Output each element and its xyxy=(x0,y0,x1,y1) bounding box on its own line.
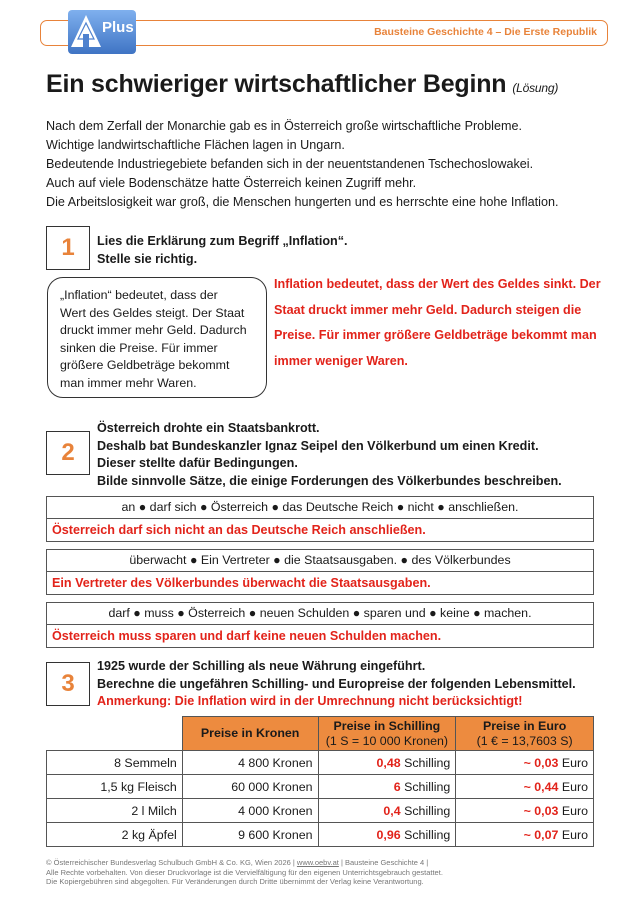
schilling-unit: Schilling xyxy=(404,827,451,842)
header-title: Bausteine Geschichte 4 – Die Erste Republik xyxy=(374,26,597,38)
kronen-cell: 9 600 Kronen xyxy=(182,823,318,847)
price-table xyxy=(46,716,594,847)
schilling-unit: Schilling xyxy=(404,755,451,770)
task1-line: Stelle sie richtig. xyxy=(97,251,198,266)
schilling-cell xyxy=(318,799,456,823)
quote-line: „Inflation“ bedeutet, dass der xyxy=(60,288,218,302)
quote-line: druckt immer mehr Geld. Dadurch xyxy=(60,323,247,338)
answer-line: Inflation bedeutet, dass der Wert des Geldes sinkt. Der xyxy=(274,277,601,291)
euro-value: ~ 0,03 xyxy=(523,803,559,818)
intro-line: Auch auf viele Bodenschätze hatte Österreich keinen Zugriff mehr. xyxy=(46,176,417,190)
sentence-box-2 xyxy=(46,549,594,595)
header-euro xyxy=(456,717,594,751)
footer-line-1 xyxy=(46,858,443,868)
quote-line: man immer mehr Waren. xyxy=(60,375,197,390)
footer-copyright: © Österreichischer Bundesverlag Schulbuch GmbH & Co. KG, Wien 2026 | xyxy=(46,858,297,867)
schilling-cell xyxy=(318,823,456,847)
sentence-answer: Österreich muss sparen und darf keine neuen Schulden machen. xyxy=(52,629,442,643)
table-row xyxy=(47,775,594,799)
inflation-quote-box xyxy=(47,277,267,398)
table-corner xyxy=(47,717,183,751)
euro-unit: Euro xyxy=(561,827,588,842)
task3-note: Anmerkung: Die Inflation wird in der Umrechnung nicht berücksichtigt! xyxy=(97,694,523,708)
schilling-cell xyxy=(318,751,456,775)
intro-text xyxy=(46,117,606,212)
solution-note: (Lösung) xyxy=(512,81,559,95)
schilling-value: 0,4 xyxy=(383,803,401,818)
intro-line: Bedeutende Industriegebiete befanden sich in der neuentstandenen Tschechoslowakei. xyxy=(46,157,534,171)
sentence-answer: Österreich darf sich nicht an das Deutsche Reich anschließen. xyxy=(52,523,426,537)
task1-answer xyxy=(274,272,614,374)
task3-line: 1925 wurde der Schilling als neue Währung eingeführt. xyxy=(97,659,426,673)
task2-line: Österreich drohte ein Staatsbankrott. xyxy=(97,421,320,435)
footer-line-2: Alle Rechte vorbehalten. Von dieser Druckvorlage ist die Vervielfältigung für den eigenen Unterrichtsgebrauch gestattet. xyxy=(46,867,443,877)
table-row xyxy=(47,823,594,847)
task2-line: Dieser stellte dafür Bedingungen. xyxy=(97,456,298,470)
logo-text: Plus xyxy=(102,19,134,36)
task-number-2: 2 xyxy=(46,431,90,475)
euro-cell xyxy=(456,751,594,775)
header-euro-rate: (1 € = 13,7603 S) xyxy=(476,733,573,748)
item-cell: 2 kg Äpfel xyxy=(47,823,183,847)
task1-instructions xyxy=(97,233,348,268)
header-euro-label: Preise in Euro xyxy=(482,718,567,733)
item-cell: 8 Semmeln xyxy=(47,751,183,775)
sentence-box-3 xyxy=(46,602,594,648)
euro-unit: Euro xyxy=(561,755,588,770)
scrambled-words: darf ● muss ● Österreich ● neuen Schulden ● sparen und ● keine ● machen. xyxy=(47,603,593,625)
intro-line: Nach dem Zerfall der Monarchie gab es in Österreich große wirtschaftliche Probleme. xyxy=(46,119,522,133)
header-kronen: Preise in Kronen xyxy=(182,717,318,751)
intro-line: Die Arbeitslosigkeit war groß, die Menschen hungerten und es herrschte eine hohe Inflation. xyxy=(46,195,559,209)
euro-cell xyxy=(456,775,594,799)
kronen-cell: 60 000 Kronen xyxy=(182,775,318,799)
footer xyxy=(46,858,443,887)
euro-cell xyxy=(456,823,594,847)
euro-unit: Euro xyxy=(561,779,588,794)
quote-line: Wert des Geldes steigt. Der Staat xyxy=(60,305,245,320)
schilling-cell xyxy=(318,775,456,799)
task1-line: Lies die Erklärung zum Begriff „Inflation“. xyxy=(97,234,348,248)
euro-unit: Euro xyxy=(561,803,588,818)
task-number-1: 1 xyxy=(46,226,90,270)
answer-line: immer weniger Waren. xyxy=(274,353,408,368)
intro-line: Wichtige landwirtschaftliche Flächen lagen in Ungarn. xyxy=(46,138,345,152)
task2-instructions xyxy=(97,420,562,490)
quote-line: sinken die Preise. Für immer xyxy=(60,340,218,355)
footer-link[interactable]: www.oebv.at xyxy=(296,858,339,867)
scrambled-words: überwacht ● Ein Vertreter ● die Staatsausgaben. ● des Völkerbundes xyxy=(47,550,593,572)
kronen-cell: 4 000 Kronen xyxy=(182,799,318,823)
schilling-unit: Schilling xyxy=(404,803,451,818)
header-schilling xyxy=(318,717,456,751)
task-number-3: 3 xyxy=(46,662,90,706)
schilling-unit: Schilling xyxy=(404,779,451,794)
header-schilling-rate: (1 S = 10 000 Kronen) xyxy=(325,733,449,748)
scrambled-words: an ● darf sich ● Österreich ● das Deutsche Reich ● nicht ● anschließen. xyxy=(47,497,593,519)
table-row xyxy=(47,751,594,775)
schilling-value: 6 xyxy=(393,779,401,794)
euro-cell xyxy=(456,799,594,823)
task2-line: Deshalb bat Bundeskanzler Ignaz Seipel den Völkerbund um einen Kredit. xyxy=(97,438,539,453)
footer-line-3: Die Kopiergebühren sind abgegolten. Für Veränderungen durch Dritte übernimmt der Verlag keine Verantwortung. xyxy=(46,877,424,886)
euro-value: ~ 0,44 xyxy=(523,779,559,794)
schilling-value: 0,96 xyxy=(376,827,401,842)
sentence-box-1 xyxy=(46,496,594,542)
sentence-answer: Ein Vertreter des Völkerbundes überwacht die Staatsausgaben. xyxy=(52,576,431,590)
answer-line: Staat druckt immer mehr Geld. Dadurch steigen die xyxy=(274,302,582,317)
item-cell: 1,5 kg Fleisch xyxy=(47,775,183,799)
footer-series: | Bausteine Geschichte 4 | xyxy=(338,858,429,867)
kronen-cell: 4 800 Kronen xyxy=(182,751,318,775)
euro-value: ~ 0,07 xyxy=(523,827,559,842)
euro-value: ~ 0,03 xyxy=(523,755,559,770)
item-cell: 2 l Milch xyxy=(47,799,183,823)
task2-line: Bilde sinnvolle Sätze, die einige Forderungen des Völkerbundes beschreiben. xyxy=(97,473,562,488)
quote-line: größere Geldbeträge bekommt xyxy=(60,358,230,373)
page-title-main: Ein schwieriger wirtschaftlicher Beginn xyxy=(46,70,507,98)
schilling-value: 0,48 xyxy=(376,755,401,770)
table-row xyxy=(47,799,594,823)
plus-logo xyxy=(68,10,136,54)
task3-instructions xyxy=(97,658,576,711)
page-title xyxy=(46,70,558,99)
header-schilling-label: Preise in Schilling xyxy=(333,718,441,733)
task3-line: Berechne die ungefähren Schilling- und Europreise der folgenden Lebensmittel. xyxy=(97,676,576,691)
answer-line: Preise. Für immer größere Geldbeträge bekommt man xyxy=(274,328,597,342)
